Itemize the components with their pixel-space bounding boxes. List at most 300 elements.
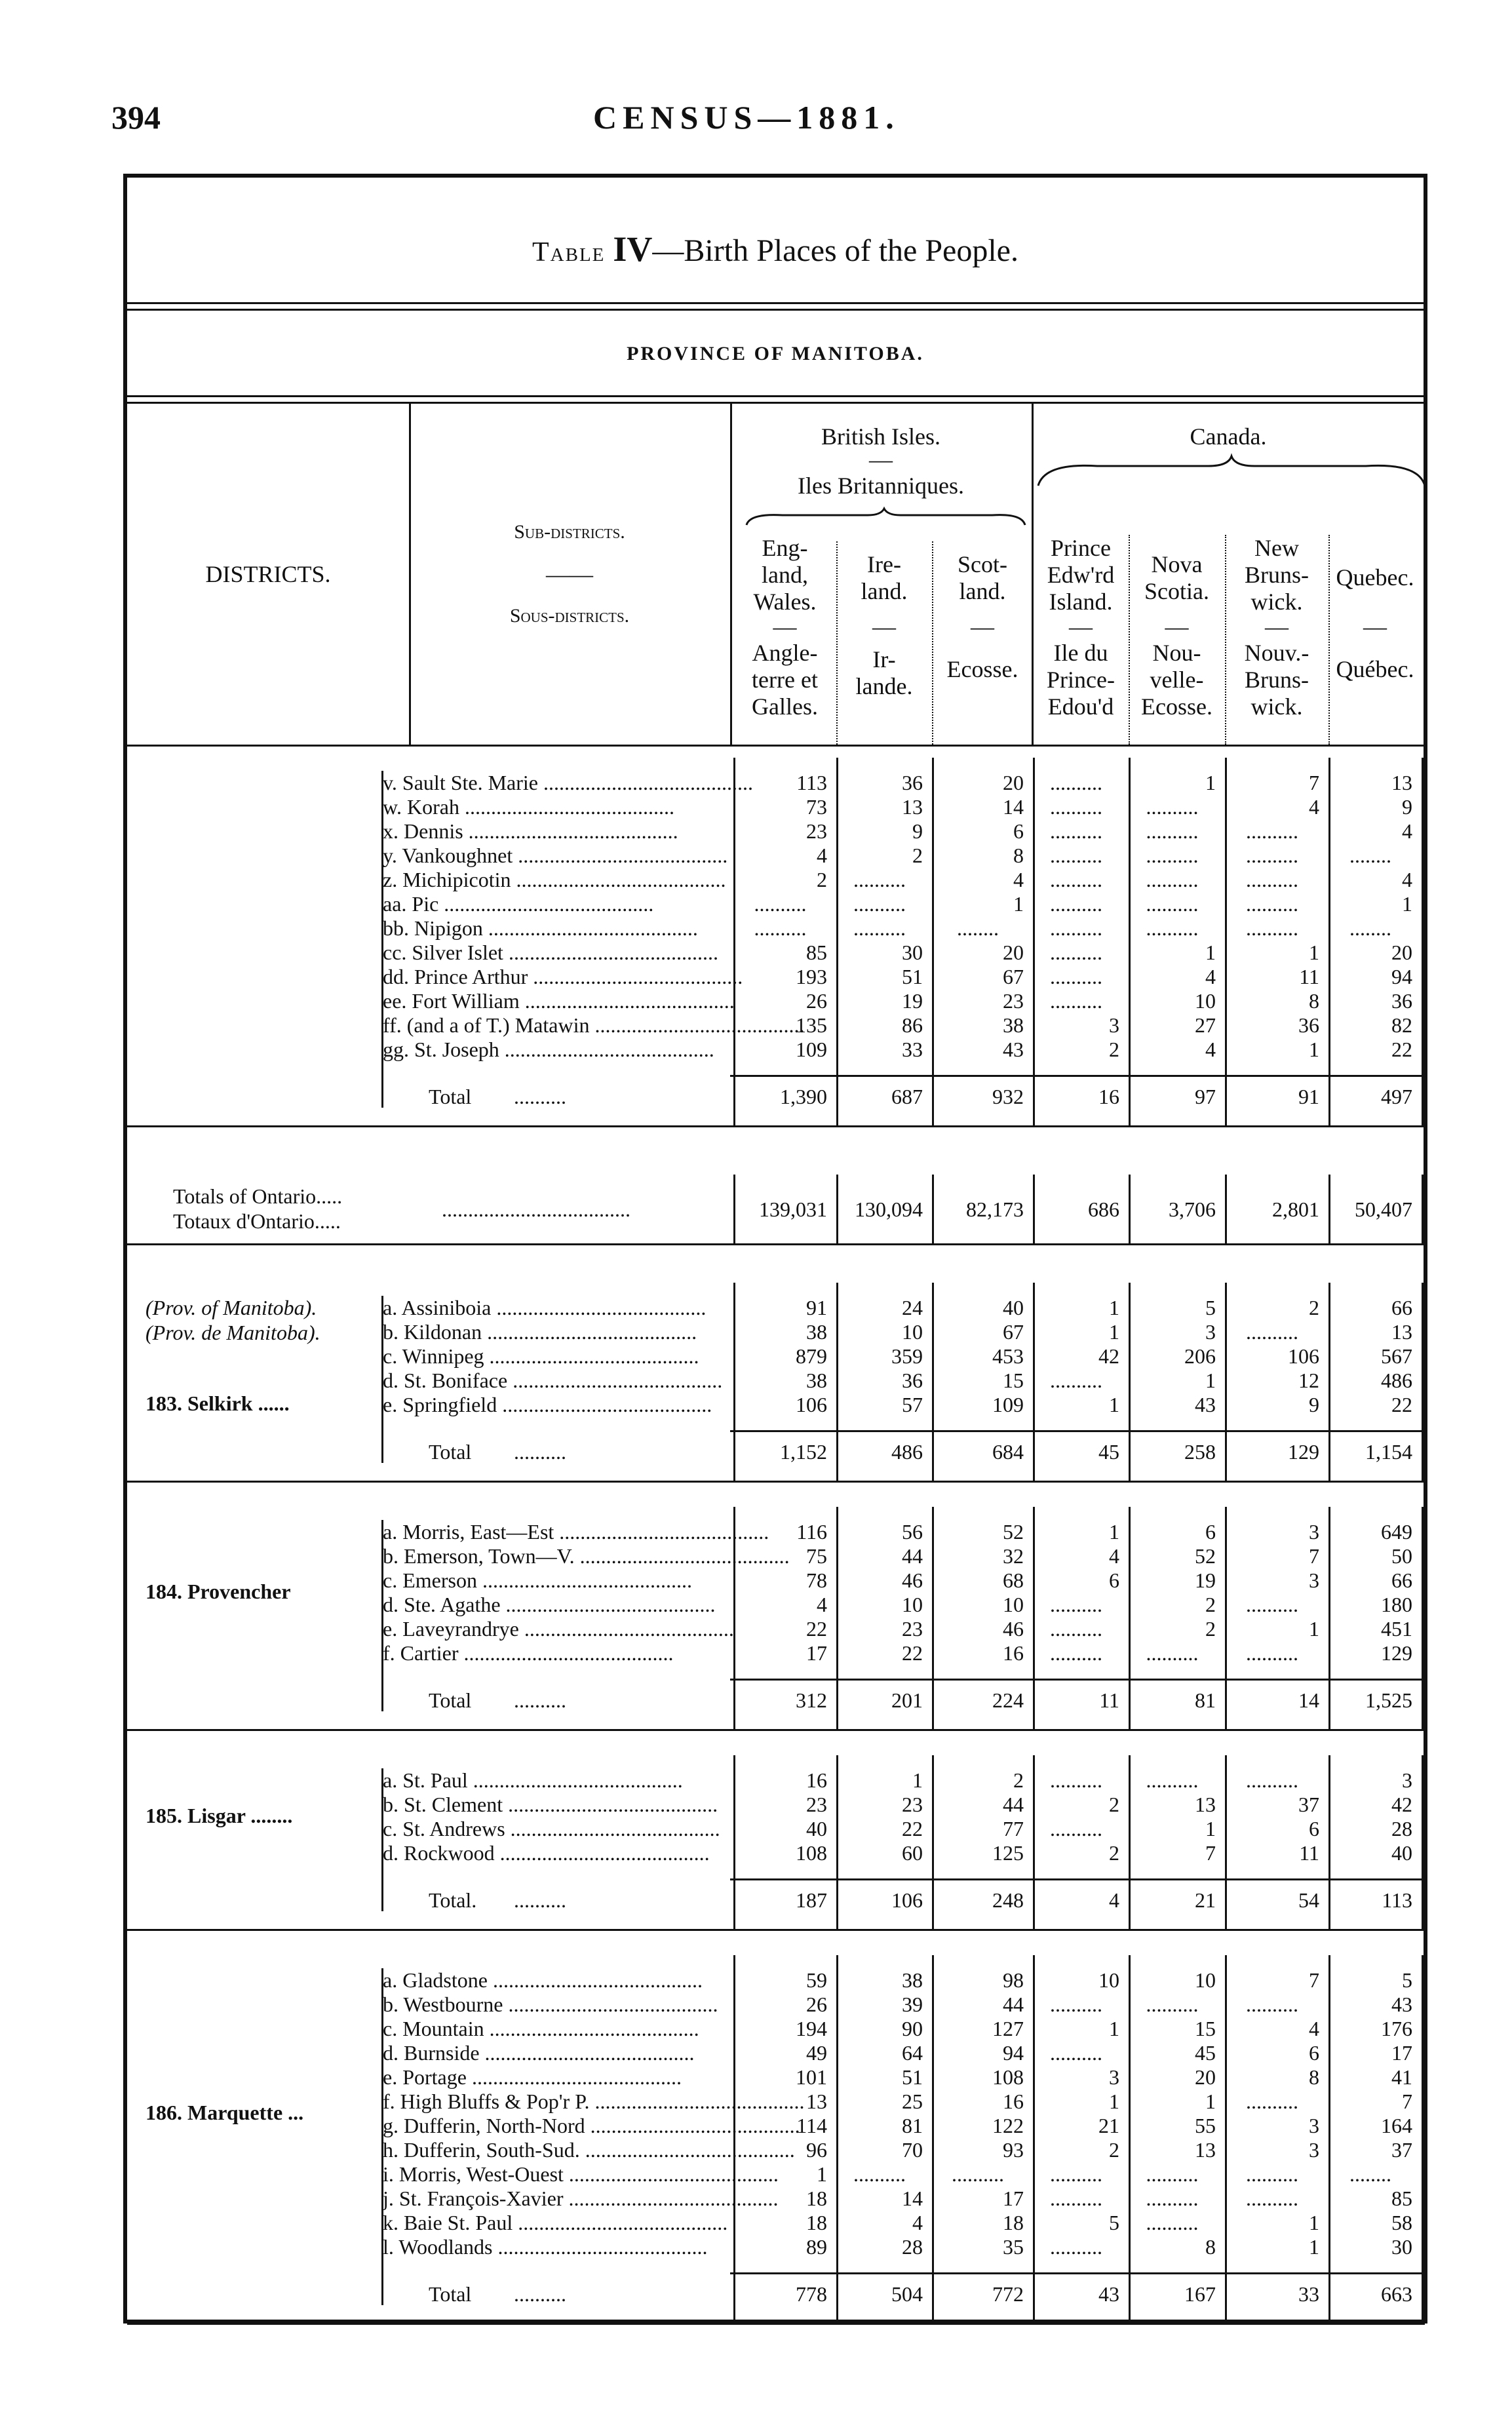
subdistrict-name: d. Burnside ........................................ <box>383 2041 695 2065</box>
data-cell: .......... <box>1246 844 1298 867</box>
column-rule <box>1225 758 1227 1125</box>
subdistricts-sep: —— <box>546 561 593 587</box>
column-rule <box>932 1175 934 1243</box>
data-cell: 21 <box>1098 2114 1119 2137</box>
column-rule <box>1033 1283 1035 1481</box>
ontario-total-label: Totals of Ontario..... <box>173 1184 343 1208</box>
column-rule <box>836 1175 838 1243</box>
column-rule <box>733 1175 735 1243</box>
total-cell: 1,525 <box>1365 1688 1412 1712</box>
data-cell: 43 <box>1391 1993 1412 2016</box>
column-heading-sep: — <box>872 613 896 640</box>
total-label: Total <box>429 1440 472 1464</box>
british-isles-heading: British Isles. <box>821 423 940 450</box>
data-cell: 164 <box>1381 2114 1412 2137</box>
data-cell: 36 <box>902 771 923 794</box>
data-cell: 2 <box>817 868 827 891</box>
data-cell: 113 <box>796 771 827 794</box>
data-cell: 16 <box>1003 2090 1024 2113</box>
data-cell: .......... <box>1246 2187 1298 2210</box>
data-cell: 96 <box>806 2138 827 2162</box>
column-rule <box>1328 1175 1330 1243</box>
total-cell: 16 <box>1098 1085 1119 1108</box>
subdistrict-name: g. Dufferin, North-Nord ........................................ <box>383 2114 800 2137</box>
total-rule <box>730 2272 1425 2274</box>
data-cell: 60 <box>902 1841 923 1865</box>
column-rule <box>1328 1755 1330 1929</box>
subdistrict-name: d. Ste. Agathe ........................................ <box>383 1593 716 1616</box>
column-rule <box>836 1755 838 1929</box>
total-cell: 2,801 <box>1272 1197 1319 1221</box>
total-cell: 224 <box>992 1688 1024 1712</box>
data-cell: 18 <box>806 2187 827 2210</box>
total-cell: 486 <box>891 1440 923 1464</box>
total-cell: 129 <box>1288 1440 1319 1464</box>
district-label: (Prov. de Manitoba). <box>145 1321 320 1344</box>
data-cell: 13 <box>1195 2138 1216 2162</box>
data-cell: 7 <box>1205 1841 1216 1865</box>
data-cell: 2 <box>912 844 923 867</box>
column-heading-sep: — <box>1165 613 1189 640</box>
data-cell: .......... <box>754 916 807 940</box>
data-cell: 116 <box>796 1520 827 1544</box>
total-cell: 3,706 <box>1169 1197 1216 1221</box>
data-cell: 26 <box>806 989 827 1013</box>
data-cell: 45 <box>1195 2041 1216 2065</box>
column-rule <box>1129 1175 1131 1243</box>
total-cell: 187 <box>796 1888 827 1912</box>
subdistrict-name: i. Morris, West-Ouest ........................................ <box>383 2162 779 2186</box>
column-heading-4: Edw'rd <box>1047 562 1115 588</box>
subdistrict-brace <box>381 1768 383 1911</box>
column-rule <box>1033 1507 1035 1729</box>
total-cell: 4 <box>1109 1888 1119 1912</box>
column-heading-fr-2: Ir- <box>872 646 896 672</box>
data-cell: .......... <box>952 2162 1004 2186</box>
data-cell: .......... <box>1050 819 1102 843</box>
data-cell: 13 <box>806 2090 827 2113</box>
data-cell: 3 <box>1109 1013 1119 1037</box>
column-heading-sep: — <box>773 613 797 640</box>
data-cell: 78 <box>806 1568 827 1592</box>
data-cell: 206 <box>1184 1344 1216 1368</box>
data-cell: 4 <box>1013 868 1024 891</box>
data-cell: .......... <box>1050 1369 1102 1392</box>
total-cell: 663 <box>1381 2282 1412 2306</box>
column-heading-6: Bruns- <box>1245 562 1309 588</box>
column-heading-sep: — <box>971 613 994 640</box>
column-rule <box>1422 1175 1424 1243</box>
data-cell: 41 <box>1391 2065 1412 2089</box>
column-heading-sep: — <box>1069 613 1093 640</box>
data-cell: 93 <box>1003 2138 1024 2162</box>
data-cell: 27 <box>1195 1013 1216 1037</box>
data-cell: .......... <box>1146 795 1199 819</box>
data-cell: 3 <box>1205 1320 1216 1344</box>
total-cell: 684 <box>992 1440 1024 1464</box>
data-cell: 98 <box>1003 1968 1024 1992</box>
data-cell: 67 <box>1003 965 1024 988</box>
column-rule <box>733 1755 735 1929</box>
data-cell: 17 <box>806 1641 827 1665</box>
column-heading-fr-1: Galles. <box>752 693 818 720</box>
data-cell: 114 <box>796 2114 827 2137</box>
data-cell: 6 <box>1013 819 1024 843</box>
data-cell: 13 <box>1391 771 1412 794</box>
data-cell: .......... <box>1146 1768 1199 1792</box>
column-rule <box>1033 1955 1035 2323</box>
data-cell: .......... <box>1246 916 1298 940</box>
data-cell: 1 <box>1109 1393 1119 1416</box>
data-cell: .......... <box>1246 868 1298 891</box>
subdistrict-name: k. Baie St. Paul ........................................ <box>383 2211 728 2234</box>
total-label: Total <box>429 1085 472 1108</box>
column-rule <box>932 1955 934 2323</box>
data-cell: 43 <box>1003 1038 1024 1061</box>
total-cell: 43 <box>1098 2282 1119 2306</box>
data-cell: 649 <box>1381 1520 1412 1544</box>
data-cell: 16 <box>1003 1641 1024 1665</box>
subdistrict-name: ee. Fort William ........................................ <box>383 989 735 1013</box>
data-cell: 106 <box>796 1393 827 1416</box>
data-cell: 3 <box>1309 1568 1319 1592</box>
data-cell: 1 <box>1109 2017 1119 2040</box>
data-cell: 12 <box>1298 1369 1319 1392</box>
data-cell: 1 <box>1109 2090 1119 2113</box>
data-cell: 2 <box>1109 2138 1119 2162</box>
data-cell: 49 <box>806 2041 827 2065</box>
leader-dots: .......... <box>514 1440 566 1464</box>
data-cell: .......... <box>1146 844 1199 867</box>
subdistrict-name: e. Laveyrandrye ........................................ <box>383 1617 734 1641</box>
data-cell: 25 <box>902 2090 923 2113</box>
column-rule <box>1225 1755 1227 1929</box>
data-cell: 44 <box>902 1544 923 1568</box>
subdistrict-name: d. Rockwood ........................................ <box>383 1841 710 1865</box>
total-rule <box>730 1430 1425 1432</box>
column-rule <box>1225 1955 1227 2323</box>
column-rule <box>836 758 838 1125</box>
total-cell: 82,173 <box>966 1197 1024 1221</box>
data-cell: .......... <box>1246 892 1298 916</box>
data-cell: 23 <box>806 1793 827 1816</box>
data-cell: 57 <box>902 1393 923 1416</box>
total-cell: 687 <box>891 1085 923 1108</box>
data-cell: 23 <box>902 1617 923 1641</box>
data-cell: .......... <box>1050 892 1102 916</box>
data-cell: 1 <box>1309 2211 1319 2234</box>
total-rule <box>730 1679 1425 1681</box>
subdistrict-brace <box>381 1520 383 1711</box>
total-label: Total <box>429 2282 472 2306</box>
subdistrict-name: b. Kildonan ........................................ <box>383 1320 697 1344</box>
data-cell: 38 <box>806 1369 827 1392</box>
data-cell: 13 <box>1391 1320 1412 1344</box>
data-cell: .......... <box>1050 989 1102 1013</box>
data-cell: 4 <box>1109 1544 1119 1568</box>
data-cell: 46 <box>1003 1617 1024 1641</box>
data-cell: 1 <box>1309 1617 1319 1641</box>
data-cell: 3 <box>1402 1768 1412 1792</box>
data-cell: 1 <box>1109 1520 1119 1544</box>
data-cell: 106 <box>1288 1344 1319 1368</box>
data-cell: 23 <box>902 1793 923 1816</box>
data-cell: 1 <box>1013 892 1024 916</box>
column-rule <box>932 1507 934 1729</box>
data-cell: .......... <box>1050 844 1102 867</box>
data-cell: 22 <box>1391 1038 1412 1061</box>
data-cell: 127 <box>992 2017 1024 2040</box>
block-rule <box>127 2323 1425 2325</box>
data-cell: 194 <box>796 2017 827 2040</box>
data-cell: 1 <box>1309 1038 1319 1061</box>
data-cell: 453 <box>992 1344 1024 1368</box>
data-cell: 22 <box>902 1641 923 1665</box>
total-cell: 497 <box>1381 1085 1412 1108</box>
data-cell: 8 <box>1013 844 1024 867</box>
data-cell: .......... <box>1246 1593 1298 1616</box>
page-number: 394 <box>111 99 161 136</box>
data-cell: 10 <box>1195 989 1216 1013</box>
data-cell: 37 <box>1298 1793 1319 1816</box>
column-heading-7: Quebec. <box>1336 564 1414 591</box>
data-cell: .......... <box>1050 2187 1102 2210</box>
total-cell: 772 <box>992 2282 1024 2306</box>
data-cell: .......... <box>1050 2235 1102 2259</box>
data-cell: 28 <box>1391 1817 1412 1840</box>
data-cell: 13 <box>1195 1793 1216 1816</box>
column-heading-fr-3: Ecosse. <box>946 656 1018 682</box>
data-cell: .......... <box>1050 941 1102 964</box>
column-rule <box>733 758 735 1125</box>
total-cell: 50,407 <box>1355 1197 1412 1221</box>
column-heading-fr-6: wick. <box>1250 693 1303 720</box>
data-cell: 2 <box>1109 1038 1119 1061</box>
total-cell: 54 <box>1298 1888 1319 1912</box>
data-cell: 28 <box>902 2235 923 2259</box>
data-cell: .......... <box>1050 868 1102 891</box>
data-cell: 6 <box>1205 1520 1216 1544</box>
district-label: (Prov. of Manitoba). <box>145 1296 317 1319</box>
subdistrict-name: y. Vankoughnet ........................................ <box>383 844 728 867</box>
data-cell: 15 <box>1003 1369 1024 1392</box>
data-cell: 90 <box>902 2017 923 2040</box>
data-cell: 4 <box>1205 1038 1216 1061</box>
running-head <box>111 98 1357 138</box>
data-cell: 7 <box>1309 1544 1319 1568</box>
data-cell: 73 <box>806 795 827 819</box>
data-cell: 42 <box>1391 1793 1412 1816</box>
block-rule <box>127 1929 1425 1931</box>
data-cell: 82 <box>1391 1013 1412 1037</box>
data-cell: 35 <box>1003 2235 1024 2259</box>
data-cell: 51 <box>902 2065 923 2089</box>
data-cell: 19 <box>1195 1568 1216 1592</box>
data-cell: 1 <box>912 1768 923 1792</box>
data-cell: 67 <box>1003 1320 1024 1344</box>
subdistrict-name: a. Assiniboia ........................................ <box>383 1296 707 1319</box>
data-cell: 52 <box>1195 1544 1216 1568</box>
subdistrict-brace <box>381 1968 383 2305</box>
subdistrict-name: gg. St. Joseph ........................................ <box>383 1038 714 1061</box>
data-cell: 64 <box>902 2041 923 2065</box>
data-cell: 108 <box>992 2065 1024 2089</box>
subdistrict-brace <box>381 1296 383 1463</box>
data-cell: 5 <box>1109 2211 1119 2234</box>
block-rule <box>127 1243 1425 1245</box>
data-cell: 66 <box>1391 1568 1412 1592</box>
data-cell: 109 <box>796 1038 827 1061</box>
column-rule <box>1225 1283 1227 1481</box>
data-cell: 50 <box>1391 1544 1412 1568</box>
total-cell: 45 <box>1098 1440 1119 1464</box>
subdistrict-name: e. Springfield ........................................ <box>383 1393 712 1416</box>
subdistrict-name: ff. (and a of T.) Matawin ........................................ <box>383 1013 805 1037</box>
data-cell: 77 <box>1003 1817 1024 1840</box>
data-cell: 4 <box>1402 819 1412 843</box>
column-heading-fr-7: Québec. <box>1336 656 1414 682</box>
column-heading-3: Scot- <box>958 551 1007 577</box>
column-rule <box>836 1283 838 1481</box>
data-cell: 193 <box>796 965 827 988</box>
data-cell: 4 <box>1309 795 1319 819</box>
data-cell: .......... <box>1146 1641 1199 1665</box>
subdistrict-name: h. Dufferin, South-Sud. ........................................ <box>383 2138 795 2162</box>
data-cell: 1 <box>1109 1320 1119 1344</box>
data-cell: 91 <box>806 1296 827 1319</box>
subdistrict-name: a. Gladstone ........................................ <box>383 1968 703 1992</box>
data-cell: .......... <box>754 892 807 916</box>
column-heading-5: Scotia. <box>1144 578 1209 604</box>
data-cell: 17 <box>1003 2187 1024 2210</box>
column-heading-6: New <box>1254 535 1299 561</box>
data-cell: 4 <box>1309 2017 1319 2040</box>
total-cell: 106 <box>891 1888 923 1912</box>
subdistrict-brace <box>381 771 383 1108</box>
data-cell: .......... <box>1050 771 1102 794</box>
data-cell: 1 <box>1205 2090 1216 2113</box>
data-cell: .......... <box>1050 1768 1102 1792</box>
column-heading-4: Prince <box>1051 535 1111 561</box>
total-cell: 139,031 <box>759 1197 827 1221</box>
leader-dots: .......... <box>514 2282 566 2306</box>
data-cell: 56 <box>902 1520 923 1544</box>
data-cell: 89 <box>806 2235 827 2259</box>
data-cell: 94 <box>1391 965 1412 988</box>
data-cell: 4 <box>1402 868 1412 891</box>
data-cell: .......... <box>853 868 906 891</box>
data-cell: 44 <box>1003 1793 1024 1816</box>
column-heading-2: Ire- <box>867 551 901 577</box>
ontario-total-label: Totaux d'Ontario..... <box>173 1209 341 1233</box>
data-cell: 125 <box>992 1841 1024 1865</box>
data-cell: 19 <box>902 989 923 1013</box>
data-cell: 10 <box>1098 1968 1119 1992</box>
subdistrict-name: c. Winnipeg ........................................ <box>383 1344 699 1368</box>
data-cell: 1 <box>1309 2235 1319 2259</box>
data-cell: 4 <box>817 1593 827 1616</box>
data-cell: 9 <box>912 819 923 843</box>
column-rule <box>1225 1175 1227 1243</box>
subdistrict-name: bb. Nipigon ........................................ <box>383 916 698 940</box>
column-heading-fr-4: Ile du <box>1053 640 1108 666</box>
data-cell: 135 <box>796 1013 827 1037</box>
data-cell: 32 <box>1003 1544 1024 1568</box>
column-rule <box>1422 1755 1424 1929</box>
data-cell: 22 <box>902 1817 923 1840</box>
column-rule <box>1033 1755 1035 1929</box>
data-cell: 3 <box>1309 2138 1319 2162</box>
data-cell: 30 <box>1391 2235 1412 2259</box>
data-cell: .......... <box>1050 965 1102 988</box>
column-heading-4: Island. <box>1049 589 1113 615</box>
data-cell: 17 <box>1391 2041 1412 2065</box>
data-cell: 52 <box>1003 1520 1024 1544</box>
data-cell: .......... <box>1246 819 1298 843</box>
column-heading-sep: — <box>1363 613 1387 640</box>
column-rule <box>932 758 934 1125</box>
data-cell: 33 <box>902 1038 923 1061</box>
total-cell: 504 <box>891 2282 923 2306</box>
data-cell: 20 <box>1195 2065 1216 2089</box>
total-cell: 97 <box>1195 1085 1216 1108</box>
leader-dots: .......... <box>514 1888 566 1912</box>
column-rule <box>836 1955 838 2323</box>
column-rule <box>733 1283 735 1481</box>
district-label: 186. Marquette ... <box>145 2101 304 2124</box>
total-cell: 932 <box>992 1085 1024 1108</box>
data-cell: 4 <box>817 844 827 867</box>
data-cell: 129 <box>1381 1641 1412 1665</box>
data-cell: .......... <box>853 2162 906 2186</box>
data-cell: .......... <box>1050 1617 1102 1641</box>
column-rule <box>1328 1955 1330 2323</box>
data-cell: .......... <box>1050 916 1102 940</box>
data-cell: 11 <box>1299 1841 1319 1865</box>
data-cell: ........ <box>957 916 999 940</box>
data-cell: 55 <box>1195 2114 1216 2137</box>
column-heading-fr-1: Angle- <box>752 640 818 666</box>
data-cell: 5 <box>1402 1968 1412 1992</box>
data-cell: 16 <box>806 1768 827 1792</box>
data-cell: 66 <box>1391 1296 1412 1319</box>
data-cell: 86 <box>902 1013 923 1037</box>
total-rule <box>730 1075 1425 1077</box>
data-cell: .......... <box>1246 2162 1298 2186</box>
data-cell: 4 <box>1205 965 1216 988</box>
districts-heading: DISTRICTS. <box>205 561 331 587</box>
data-cell: 38 <box>902 1968 923 1992</box>
column-heading-1: Eng- <box>762 535 808 561</box>
column-rule <box>1422 1507 1424 1729</box>
data-cell: 8 <box>1309 989 1319 1013</box>
column-rule <box>1422 758 1424 1125</box>
leader-dots: .................................... <box>442 1197 630 1221</box>
data-cell: .......... <box>1246 1993 1298 2016</box>
data-cell: 43 <box>1195 1393 1216 1416</box>
data-cell: 20 <box>1003 941 1024 964</box>
data-cell: .......... <box>1146 2211 1199 2234</box>
data-cell: 59 <box>806 1968 827 1992</box>
subdistrict-name: a. Morris, East—Est ........................................ <box>383 1520 769 1544</box>
subdistrict-name: cc. Silver Islet ........................................ <box>383 941 718 964</box>
data-cell: 1 <box>1205 771 1216 794</box>
table-frame <box>123 174 1427 2324</box>
data-cell: 3 <box>1309 1520 1319 1544</box>
subdistrict-name: c. Mountain ........................................ <box>383 2017 699 2040</box>
column-rule <box>1129 758 1131 1125</box>
data-cell: 180 <box>1381 1593 1412 1616</box>
